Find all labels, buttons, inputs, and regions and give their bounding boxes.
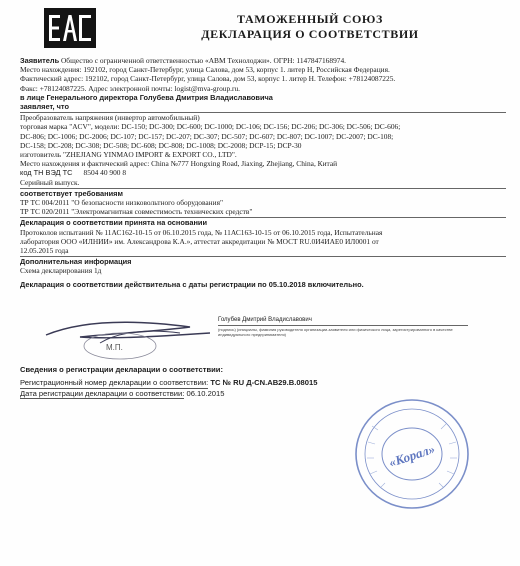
eac-logo: [44, 8, 96, 48]
hs-code-row: [20, 168, 506, 177]
hs-code-label: код ТН ВЭД ТС: [20, 168, 73, 178]
requirements-heading: соответствует требованиям: [20, 188, 123, 198]
stamp-mp-text: М.П.: [106, 343, 123, 352]
document-title: [140, 12, 480, 42]
validity-prefix: Декларация о соответствии действительна с даты регистрации по: [20, 279, 267, 289]
signature-line: [218, 325, 468, 326]
applicant-location: Место нахождения: 192102, город Санкт-Петербург, улица Салова, дом 53, корпус 1. литер Н, Российская Федерация.: [20, 65, 390, 75]
additional-heading: Дополнительная информация: [20, 257, 132, 267]
basis-line-3: 12.05.2015 года: [20, 246, 69, 256]
signer-name: Голубев Дмитрий Владиславович: [218, 317, 312, 323]
applicant-name: Общество с ограниченной ответственностью «АВМ Технолоджи». ОГРН: 1147847168974.: [60, 56, 347, 65]
applicant-label: Заявитель: [20, 56, 60, 65]
signature-caption-1: (подпись) (инициалы, фамилия руководителя организации-заявителя или физического лица, зарегистрированного в качестве: [218, 327, 453, 332]
applicant-person: в лице Генерального директора Голубева Дмитрия Владиславовича: [20, 92, 273, 102]
registration-number-label: Регистрационный номер декларации о соответствии:: [20, 378, 209, 388]
product-models-3: DC-158; DC-208; DC-308; DC-508; DC-608; DC-808; DC-1008; DC-2008; DCP-15; DCP-30: [20, 140, 302, 150]
manufacturer-address: Место нахождения и фактический адрес: China №777 Hongxing Road, Jiaxing, Zhejiang, China, Китай: [20, 159, 338, 169]
applicant-row: [20, 56, 506, 65]
signature-caption-2: индивидуального предпринимателя): [218, 332, 286, 337]
product-models-1: торговая марка "ACV", модели: DC-150; DC-300; DC-600; DC-1000; DC-106; DC-156; DC-206; DC-306; DC-506; DC-606;: [20, 122, 401, 132]
declaration-body: [20, 56, 506, 289]
signature-caption: [218, 327, 478, 337]
signature-stamp-icon: [40, 313, 230, 363]
seal-center-text: «Корал»: [386, 441, 437, 470]
registration-number-row: [20, 378, 500, 388]
product-name: Преобразователь напряжения (инвертор автомобильный): [20, 113, 200, 123]
product-models-2: DC-806; DC-1006; DC-2006; DC-107; DC-157; DC-207; DC-307; DC-507; DC-607; DC-807; DC-1007; DC-2007; DC-108;: [20, 131, 394, 141]
registration-number-value: ТС № RU Д-CN.AB29.B.08015: [210, 378, 318, 388]
requirement-item-1: ТР ТС 004/2011 "О безопасности низковольтного оборудования": [20, 198, 223, 208]
signature-block: [40, 313, 500, 363]
declares-label: заявляет, что: [20, 102, 69, 112]
basis-heading: Декларация о соответствии принята на основании: [20, 218, 207, 228]
serial-production: Серийный выпуск.: [20, 177, 80, 187]
applicant-fax-email: Факс: +78124087225. Адрес электронной почты: logist@mva-group.ru.: [20, 83, 241, 93]
applicant-actual-address: Фактический адрес: 192102, город Санкт-Петербург, улица Салова, дом 53, корпус 1. литер Н. Телефон: +78124087225.: [20, 74, 396, 84]
registration-heading: Сведения о регистрации декларации о соответствии:: [20, 365, 223, 374]
basis-line-2: лаборатория ООО «ИЛНИИ» им. Александрова К.А.», аттестат аккредитации № МОСТ RU.0И4ИАЕ0 ИЛ0001 от: [20, 236, 379, 246]
manufacturer: изготовитель "ZHEJIANG YINMAO IMPORT & EXPORT CO., LTD".: [20, 150, 237, 160]
requirement-item-2: ТР ТС 020/2011 "Электромагнитная совместимость технических средств": [20, 207, 253, 217]
validity-row: [20, 280, 506, 289]
additional-text: Схема декларирования 1д: [20, 266, 102, 276]
registration-date-label: Дата регистрации декларации о соответствии:: [20, 388, 185, 398]
title-union: ТАМОЖЕННЫЙ СОЮЗ: [237, 12, 383, 26]
registration-info: [20, 365, 500, 399]
basis-line-1: Протоколов испытаний № 11АС162-10-15 от 06.10.2015 года, № 11АС163-10-15 от 06.10.2015 года, Испытательная: [20, 227, 383, 237]
validity-suffix: включительно.: [307, 279, 364, 289]
title-declaration: ДЕКЛАРАЦИЯ О СООТВЕТСТВИИ: [201, 27, 419, 41]
validity-date: 05.10.2018: [268, 279, 306, 289]
hs-code-value: 8504 40 900 8: [83, 168, 127, 178]
organization-seal-icon: [352, 396, 472, 512]
registration-date-value: 06.10.2015: [186, 388, 225, 398]
eac-logo-icon: [44, 8, 96, 48]
